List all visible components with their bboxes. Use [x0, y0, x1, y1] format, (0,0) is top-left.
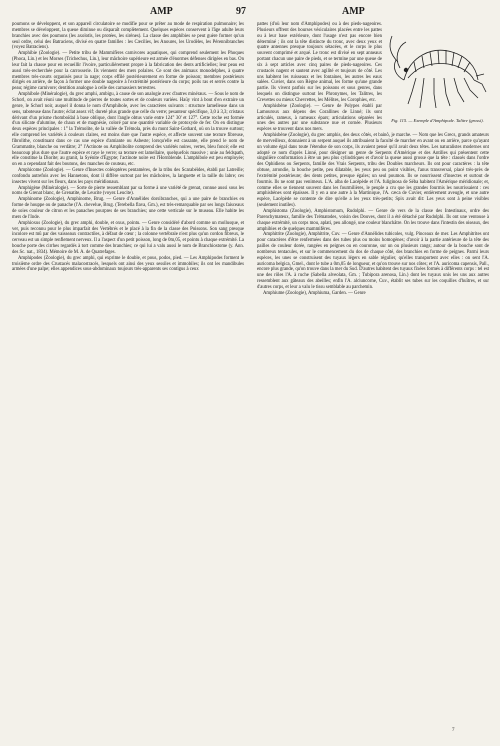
paragraph: Amphigène (Minéralogie). — Sorte de pierre ressemblant par sa forme à une variété de grenat, connue aussi sous les noms de Grenat blanc, de Grenatite, de Leucite (voyez Leucite). — [12, 185, 244, 197]
paragraph: pattes (d'où leur nom d'Amphipodes) ou à des pieds-nageoires. Plusieurs offrent des bourses vésiculaires placées entre les pattes ou à leur base extérieure, dont l'usage n'est pas encore bien déterminé ; ils ont la tête distincte du tronc, avec deux yeux et quatre antennes presque toujours sétacées, et le corps le plus souvent comprimé et arqué. Le tronc est divisé en sept anneaux portant chacun une paire de pieds, et se termine par une queue de six à sept articles avec cinq paires de pieds-nageoires. Ces crustacés nagent et sautent avec agilité et toujours de côté. Les uns habitent les ruisseaux et les fontaines, les autres les eaux salées. Cuvier, dans son Règne animal, les forme qu'une grande partie. Ils vivent parfois sur les poissons et sous genres, dans lesquels on distingue surtout les Phronymes, les Talitres, les Crevettes ou mieux Chevrettes, les Mélites, les Corophies, etc. — [257, 22, 382, 103]
paragraph: Amphistoma (Zoologie), Amphistomum, Rudolphi. — Genre de vers de la classe des Intestinaux, ordre des Parenchymateux, famille des Trématodes, voisin des Douves, dont il a été détaché par Rudolphi. Ils ont une ventouse à chaque extrémité, un corps mou, aplati, peu allongé, une couleur blanchâtre. On les trouve dans l'intestin des oiseaux, des amphibies et de quelques mammifères. — [257, 209, 489, 232]
paragraph: Amphipodes (Zoologie), du grec amphi, qui exprime le double, et pous, podos, pied. — Les Amphipodes forment le troisième ordre des Crustacés malacostracés, lesquels ont ainsi des yeux sessiles et immobiles; ils ont les mandibules armées d'une palpe; elles appendices sous-abdominaux toujours très-apparents ses contigus à ceux — [12, 255, 244, 273]
paragraph: Amphibole (Minéralogie), du grec amphi, ambigu, à cause de son analogie avec d'autres minéraux. — Sous le nom de Schorl, on avait réuni une multitude de pierres de toutes sortes et de couleurs variées. Haüy vint à bout d'en extraire un genre, le Schorl noir, auquel il donna le nom d'Amphibole, avec les caractères suivants : structure lamelleuse dans un sens, raboteuse dans l'autre; éclat assez vif; dureté plus grande que celle du verre; pesanteur spécifique, 3,0 à 3,3; cristaux dérivant d'un prisme rhomboïdal à base oblique, dont l'angle obtus varie entre 124° 30' et 127°. Cette roche est formée d'un silicate d'alumine, de chaux et de magnésie, coloré par une quantité variable de protoxyde de fer. On en distingue deux espèces principales : 1° la Trémolite, de la vallée de Trémola, près du mont Saint-Gothard, où on la trouve surtout; elle comprend les variétés à couleurs claires, est moins dure que l'autre espèce, et affecte souvent une texture fibreuse, fibrolithe, constituant dans ce cas une espèce d'amiante ou Asbeste; lorsqu'elle est cassante, elle prend le nom de Grammatite, blanche ou verdâtre; 2° l'Actinote ou Amphibolite comprend des variétés noires, vertes, bleu foncé; elle est beaucoup plus dure que l'autre espèce et raye le verre; sa texture est lamellaire, quelquefois massive ; unie au feldspath, elle constitue la Diorite; au granit, la Syénite d'Égypte; l'actinote noire est l'Hornblende. L'amphibole est peu employée; on en a cependant fait des boutons, des manches de couteau, etc. — [12, 92, 244, 168]
right-column — [257, 22, 489, 297]
paragraph: Amphisbène (Zoologie), du grec amphis, des deux côtés, et bainô, je marche. — Nom que les Grecs, grands amateurs de merveilleux, donnaient à un serpent auquel ils attribuaient la faculté de marcher en avant ou en arrière, parce qu'ayant un volume égal dans toute l'étendue de son corps, ils avaient pensé qu'il avait deux têtes. Les naturalistes modernes ont adopté ce nom d'après Linné, pour désigner un genre de Serpents d'Amérique et des Antilles qui présentent cette singulière conformation à être un peu plus cylindriques et d'avoir la queue aussi grosse que la tête : classés dans l'ordre des Ophidiens ou Serpents, famille des Vrais Serpents, tribu des Doubles marcheurs. Ils ont pour caractères : la tête obtuse, arrondie, la bouche petite, peu dilatable, les yeux peu ou point visibles, l'anus transversal, placé très-près de l'extrémité postérieure; des dents petites, presque égales; un seul poumon. Ils se nourrissent d'insectes et surtout de fourmis. Ils ne sont pas venimeux. L'A. alba de Lacépède et l'A. fuliginosa de Séba habitent l'Amérique méridionale; et, comme elles se tiennent souvent dans les fourmilières, le peuple a cru que les grandes fourmis les nourrissaient : ces amphisbènes sont épaisses. Il y en a une autre à la Martinique, l'A. cæca de Cuvier, entièrement aveugle, et une autre espèce, Lacépède se contente de dire qu'elle a les yeux très-petits; Spix avait dit: Les yeux sont à peine visibles (seulement inutiles). — [257, 133, 489, 209]
paragraph: Amphinome (Zoologie), Amphinome, Brug. — Genre d'Annélides dorsibranches, qui a une paire de branchies en forme de houppe ou de panache (l'A. chevelue, Brug. (Terebella flava, Gm.), est très-remarquable par ses longs faisceaux de soies couleur de citron et les panaches pourpres de ses branchies; une cette verticale sur le museau. Elle habite les mers de l'Inde. — [12, 197, 244, 220]
page-header — [0, 6, 500, 20]
paragraph: Amphioxus (Zoologie), du grec amphi, double, et oxus, pointu. — Genre considéré d'abord comme un mollusque, et ver, puis reconnu pour le plus imparfait des Vertébrés et le placé à la fin de la classe des Poissons. Son sang presque incolore est mû par des vaisseaux contractiles, à défaut de cœur ; la colonne vertébrale n'est plus qu'un cordon fibreux, le cerveau est un simple renflement nerveux. Il a l'aspect d'un petit poisson, long de 0m,05, et pointu à chaque extrémité. La bouche porte des cirrhes regardés à tort comme des branchies; ce qui lui a valu aussi le nom de Branchiostome (y. Ann. des Sc. nat., 1834). Mémoire de M. A. de Quatrefages. — [12, 220, 244, 255]
figure-caption: Fig. 115. — Exemple d'Amphipode. Talitre (grossi). — [391, 117, 484, 123]
running-head-right: AMP — [342, 6, 365, 17]
paragraph: Amphiume (Zoologie), Amphiuma, Garden. — Genre — [263, 290, 366, 296]
figure — [386, 22, 489, 123]
running-head-left: AMP — [150, 6, 173, 17]
page-number: 97 — [236, 6, 246, 17]
signature-mark: 7 — [452, 728, 455, 733]
paragraph: Amphibie (Zoologie). — Petite tribu de Mammifères carnivores aquatiques, qui comprend seulement les Phoques (Phoca, Lin.) et les Morses (Trichechus, Lin.), leur mâchoire supérieure est armée d'énormes défenses dirigées en bas. On leur fait la chasse pour en recueillir l'ivoire, particulièrement propre à la fabrication des dents artificielles; leur peau est aussi très-recherchée pour la carrosserie. Ils viennent des mers polaires. Ce sont des animaux monodelphes, à quatre membres très-courts organisés pour la nage; corps effilé postérieurement en forme de poisson; membres postérieurs dirigés en arrière, de façon à former une double nageoire à l'extrémité postérieure du corps; poils ras et serrés contre la peau; régime carnivore; dentition analogue à celle des carnassiers terrestres. — [12, 51, 244, 92]
paragraph: poumons se développent, et son appareil circulatoire se modifie pour se prêter au mode de respiration pulmonaire; les membres se développent, la queue diminue ou disparaît complètement. Quelques espèces conservent à l'âge adulte leurs branchies avec des poumons (les axolotls, les protées, les sirènes). La classe des amphibies se peut guère former qu'un seul ordre, celui des Batraciens, divisé en quatre familles : les Cæcilies, les Anoures, les Urodèles, les Pérennibranches (voyez Batraciens). — [12, 22, 244, 51]
paragraph: Amphicome (Zoologie). — Genre d'Insectes coléoptères pentamères, de la tribu des Scarabéides, établi par Latreille; confondu autrefois avec les Hannetons, dont il diffère surtout par les mâchoires, la languette et la taille du labre; ces insectes vivent sur les fleurs, dans les pays méridionaux. — [12, 168, 244, 185]
paragraph: Amphisbène (Zoologie). — Genre de Polypes établi par Lamouroux aux dépens des Corallines de Linné; ils sont articulés, rameux, à rameaux épars; articulations séparées les unes des autres par une substance nue et cornée. Plusieurs espèces se trouvent dans nos mers. — [257, 103, 382, 133]
amphipod-illustration — [386, 22, 489, 114]
eye-mark — [404, 68, 408, 72]
paragraph: Amphitrite (Zoologie), Amphitrite, Cuv. — Genre d'Annélides tubicoles, vulg. Pinceaux de mer. Les Amphitrites ont pour caractères d'être renfermées dans des tubes plus ou moins homogènes; d'avoir à la partie antérieure de la tête des pailles de couleur dorée, rangées en peignes ou en couronne, sur un ou plusieurs rangs; autour de la bouche sont de nombreux tentacules, et sur le commencement du dos de chaque côté, des branchies en forme de peignes. Parmi leurs espèces, les unes se construisent des tuyaux légers en sable régulier, qu'elles transportent avec elles : on sent l'A. auricoma belgica, Gmel., dont le tube a 0m,05 de longueur, et qu'on trouve sur nos côtes; et l'A. auricoma capensis, Pall., encore plus grande, qu'on trouve dans la mer du Sud. D'autres habitent des tuyaux fixées formés à différents corps : tel est une des rôles l'A. à ruche (Sabella alveolata, Gm. ; Tubipora arenosa, Lin.) dont les tuyaux unis les uns aux autres ressemblent aux gâteaux des abeilles; enfin l'A. alciuncorne, Cuv., établit ses tubes sur les coquilles d'huîtres, et sur d'autres corps, et leur a valu le tissu semblable au parchemin. — [257, 232, 489, 290]
left-column — [12, 22, 244, 273]
